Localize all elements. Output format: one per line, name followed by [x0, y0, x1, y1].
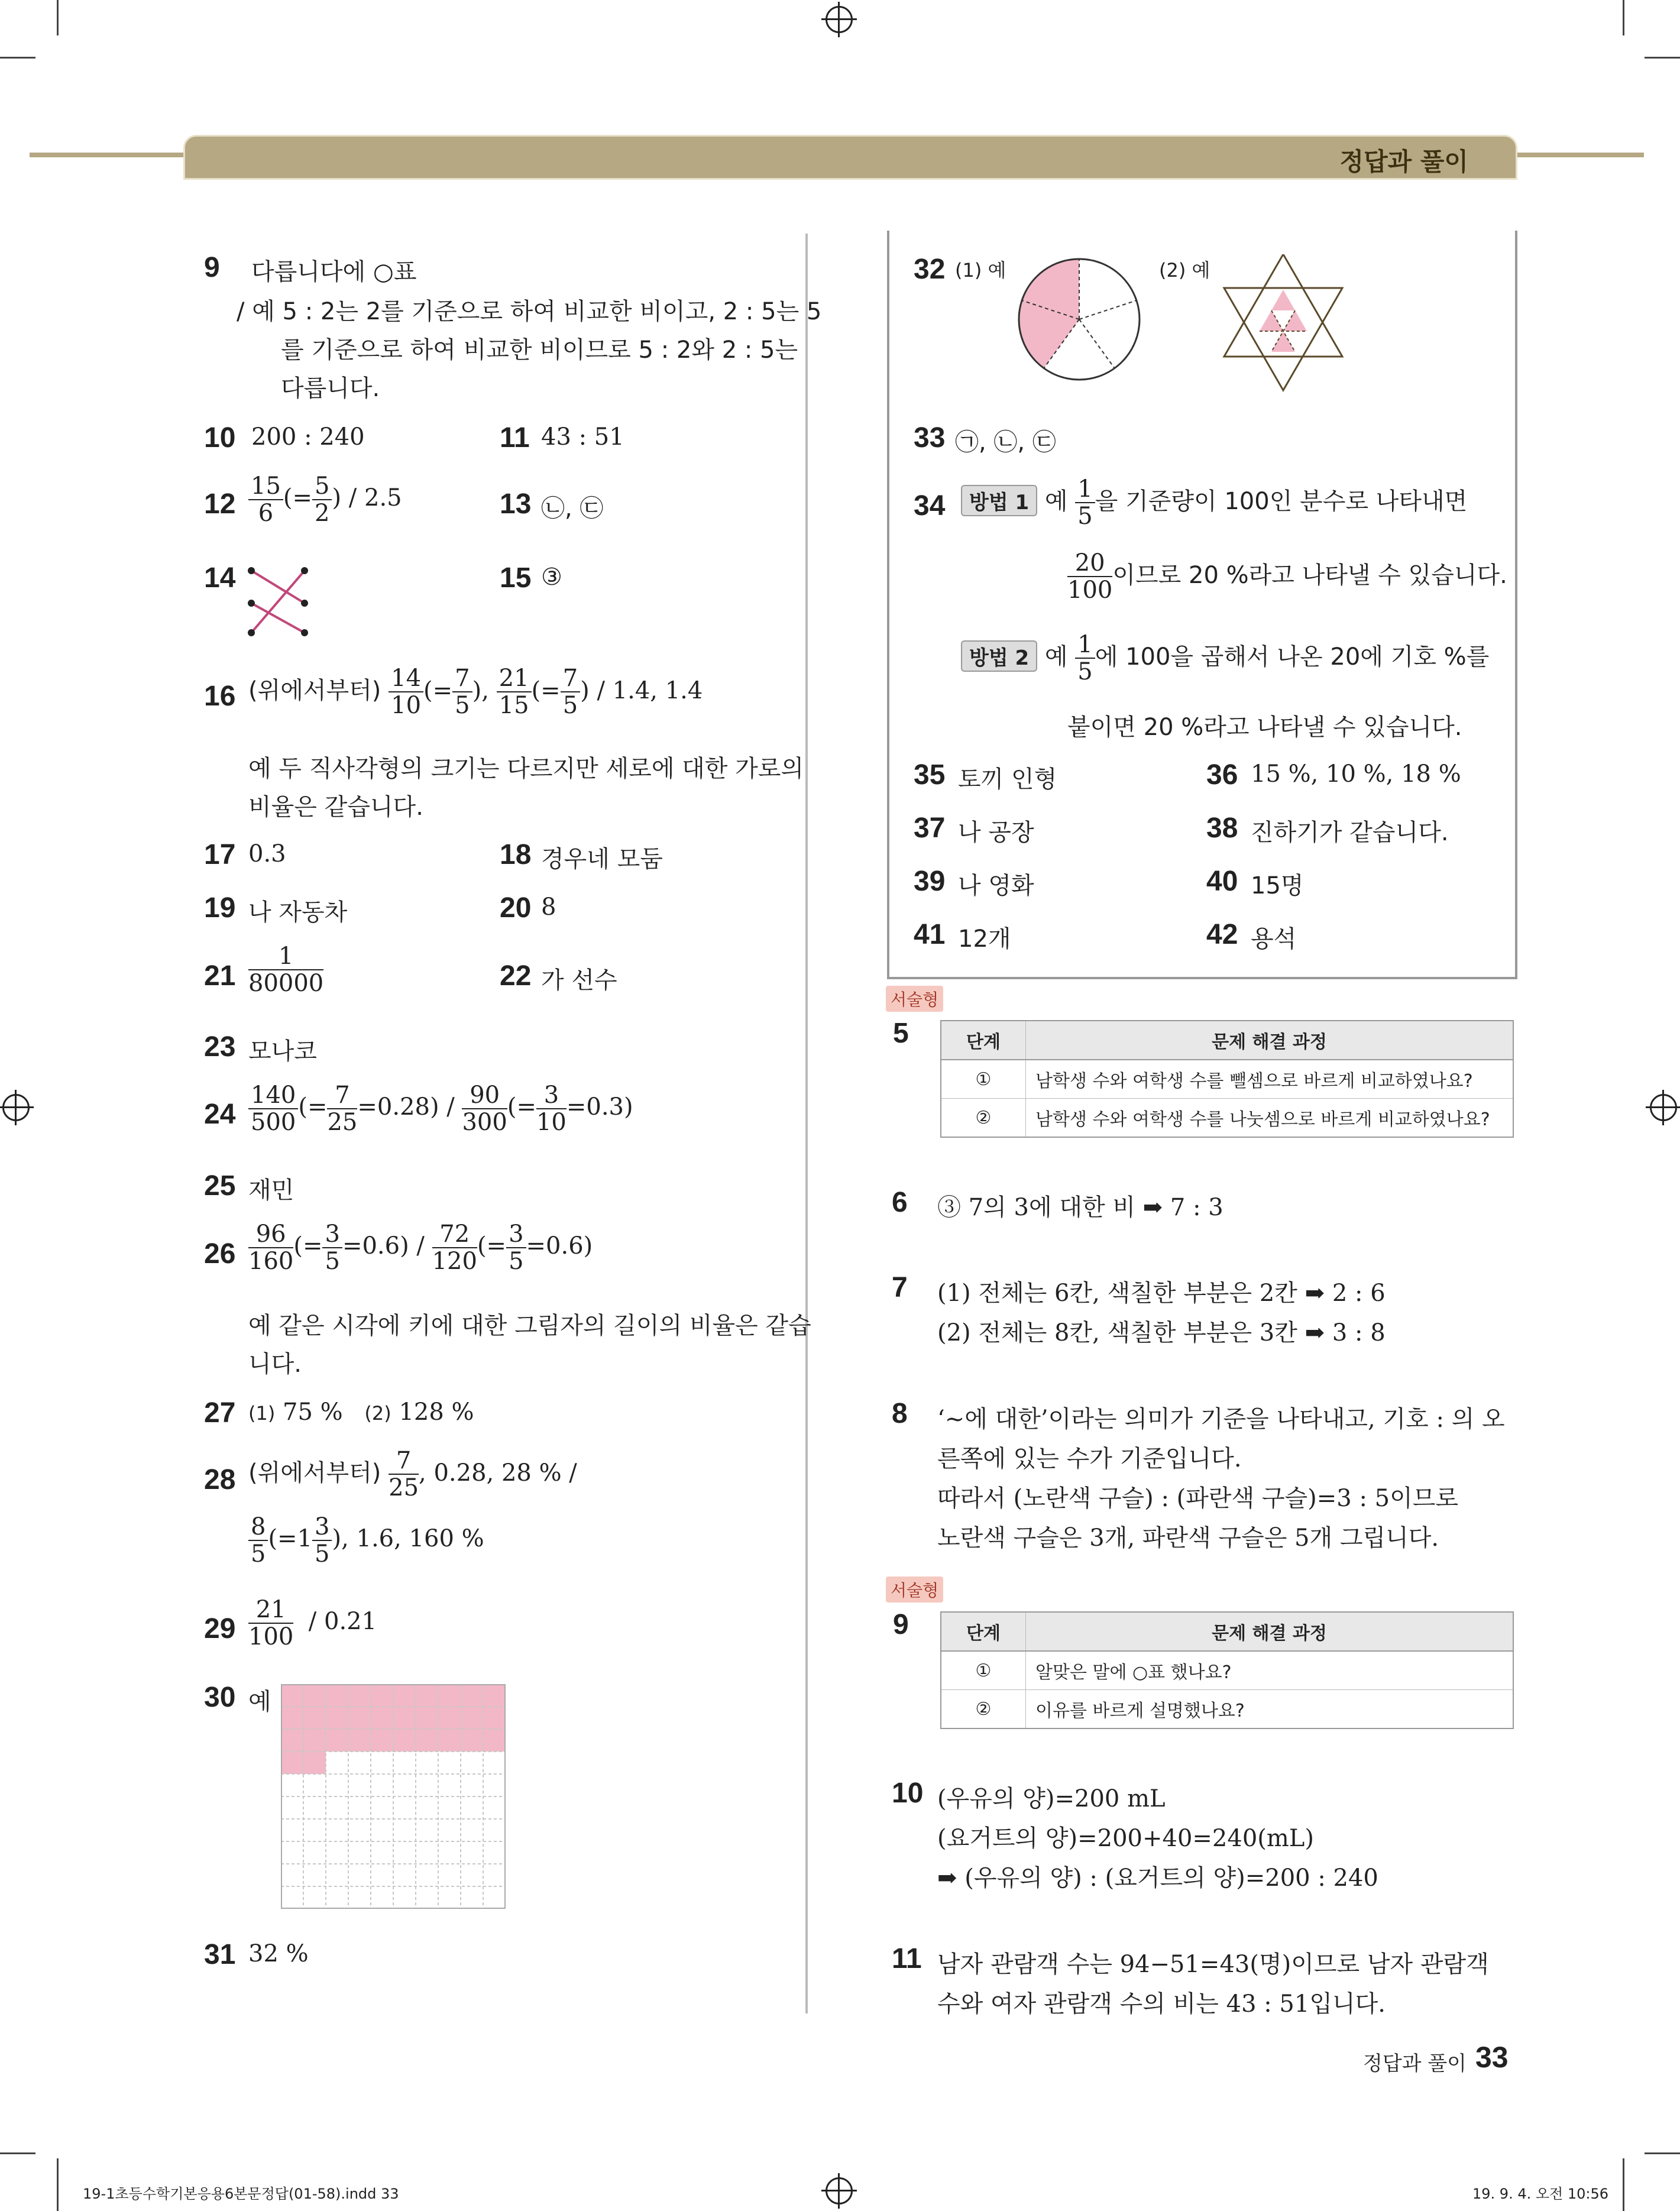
- expr-part: ) / 2.5: [332, 484, 402, 512]
- expr-part: ),: [472, 677, 497, 704]
- explanation-text: 비율은 같습니다.: [248, 794, 423, 821]
- expr-part: (=: [507, 1093, 536, 1121]
- fraction-denominator: 10: [536, 1109, 567, 1136]
- explanation-text: (2) 전체는 8칸, 색칠한 부분은 3칸 ➡ 3 : 8: [937, 1319, 1386, 1346]
- answer-text: 나 공장: [958, 819, 1034, 846]
- answer-text: 진하기가 같습니다.: [1251, 819, 1449, 846]
- fraction-denominator: 100: [248, 1623, 294, 1650]
- q-number: 41: [914, 919, 946, 950]
- fraction-denominator: 5: [315, 1540, 330, 1568]
- method-2-line: [961, 632, 1489, 685]
- fraction-numerator: 1: [248, 943, 323, 970]
- explanation-text: 예 두 직사각형의 크기는 다르지만 세로에 대한 가로의: [248, 755, 804, 782]
- q-number: 25: [204, 1170, 236, 1202]
- q-number: 15: [500, 562, 532, 594]
- q-number: 27: [204, 1397, 236, 1429]
- fraction-numerator: 7: [327, 1082, 357, 1109]
- fraction-numerator: 7: [452, 665, 472, 692]
- q-number: 17: [204, 839, 236, 870]
- expr-part: (=: [423, 677, 453, 704]
- fraction-denominator: 500: [251, 1109, 296, 1136]
- column-divider: [805, 234, 808, 2013]
- expr-part: (=1: [268, 1525, 313, 1552]
- table-row: [941, 1690, 1513, 1729]
- table-cell: ②: [941, 1099, 1026, 1138]
- q-number: 42: [1206, 919, 1238, 950]
- fraction-denominator: 5: [1077, 658, 1093, 685]
- q-number: 38: [1206, 812, 1238, 844]
- explanation-text: 른쪽에 있는 수가 기준입니다.: [937, 1445, 1242, 1472]
- fraction-denominator: 2: [315, 500, 330, 527]
- answer-text: 8: [541, 894, 556, 921]
- answer-expression: [248, 1082, 633, 1135]
- registration-mark-icon: [2, 1094, 30, 1121]
- expr-part: =0.6) /: [342, 1232, 432, 1260]
- q-number: 11: [500, 422, 530, 454]
- q-number: 16: [204, 681, 236, 712]
- q-number: 11: [892, 1943, 922, 1974]
- q-number: 7: [892, 1272, 908, 1303]
- star-diagram: [1218, 254, 1348, 396]
- q-number: 34: [914, 490, 946, 522]
- q-number: 14: [204, 562, 236, 594]
- explanation-text: 을 기준량이 100인 분수로 나타내면: [1095, 488, 1468, 515]
- explanation-text: 예 같은 시각에 키에 대한 그림자의 길이의 비율은 같습: [248, 1312, 811, 1339]
- q-number: 28: [204, 1464, 236, 1495]
- q-number: 36: [1206, 759, 1238, 791]
- answer-text: 15명: [1251, 872, 1304, 899]
- fraction-numerator: 15: [248, 473, 283, 500]
- table-header: 단계: [941, 1612, 1026, 1651]
- footer-label: 정답과 풀이: [1363, 2052, 1467, 2076]
- q-number: 18: [500, 839, 532, 870]
- explanation-text: 붙이면 20 %라고 나타낼 수 있습니다.: [1067, 714, 1462, 741]
- matching-diagram: [242, 559, 313, 642]
- fraction-denominator: 5: [455, 692, 470, 719]
- expr-part: (=: [477, 1232, 507, 1260]
- q-number: 19: [204, 892, 236, 924]
- expr-part: , 0.28, 28 % /: [419, 1459, 577, 1487]
- q-number: 40: [1206, 866, 1238, 897]
- registration-mark-icon: [1650, 1094, 1677, 1121]
- fraction-numerator: 21: [497, 665, 532, 692]
- q-number: 20: [500, 892, 532, 924]
- fraction-numerator: 90: [462, 1082, 507, 1109]
- fraction-denominator: 10: [391, 692, 422, 719]
- fraction-numerator: 140: [248, 1082, 298, 1109]
- header-title: 정답과 풀이: [1339, 147, 1468, 176]
- q-number: 5: [893, 1018, 909, 1049]
- fraction-numerator: 1: [1075, 632, 1095, 659]
- expr-part: ), 1.6, 160 %: [332, 1525, 484, 1552]
- q-number: 32: [914, 254, 946, 285]
- crop-mark: [1623, 0, 1624, 35]
- explanation-text: 이므로 20 %라고 나타낼 수 있습니다.: [1112, 562, 1507, 589]
- q-number: 10: [892, 1778, 924, 1809]
- expr-part: (1): [248, 1402, 276, 1425]
- method-1-label: 방법 1: [961, 485, 1037, 516]
- expr-part: (위에서부터): [248, 1459, 389, 1487]
- fraction-denominator: 100: [1067, 577, 1113, 604]
- fraction-numerator: 7: [389, 1448, 419, 1475]
- expr-part: (=: [298, 1093, 328, 1121]
- fraction-denominator: 5: [325, 1248, 340, 1275]
- q-number: 33: [914, 422, 946, 454]
- explanation-text: / 예 5 : 2는 2를 기준으로 하여 비교한 비이고, 2 : 5는 5: [237, 298, 822, 325]
- explanation-text: ‘~에 대한’이라는 의미가 기준을 나타내고, 기호 : 의 오: [937, 1406, 1505, 1433]
- expr-part: (2): [364, 1402, 391, 1425]
- table-row: [941, 1060, 1513, 1099]
- answer-expression: [248, 665, 703, 718]
- fraction-numerator: 72: [432, 1221, 477, 1248]
- expr-part: =0.28) /: [357, 1093, 462, 1121]
- expr-part: =0.6): [526, 1232, 593, 1260]
- method-1-line-2: [1067, 550, 1507, 603]
- fraction-numerator: 3: [506, 1221, 526, 1248]
- fraction-denominator: 5: [1077, 503, 1093, 530]
- criteria-table: [940, 1020, 1514, 1138]
- answer-text: 재민: [248, 1177, 294, 1204]
- expr-part: (=: [293, 1232, 323, 1260]
- fraction-numerator: 96: [248, 1221, 293, 1248]
- q-number: 12: [204, 488, 236, 520]
- answer-text: 다릅니다에 ○표: [251, 258, 417, 286]
- explanation-text: (1) 전체는 6칸, 색칠한 부분은 2칸 ➡ 2 : 6: [937, 1280, 1386, 1307]
- answer-expression: [248, 473, 402, 526]
- q-number: 23: [204, 1031, 236, 1063]
- explanation-text: 다릅니다.: [281, 375, 380, 402]
- crop-mark: [1645, 57, 1680, 59]
- explanation-text: (우유의 양)=200 mL: [937, 1785, 1166, 1812]
- crop-mark: [57, 0, 59, 35]
- answer-text: 0.3: [248, 840, 286, 867]
- explanation-text: 남자 관람객 수는 94−51=43(명)이므로 남자 관람객: [937, 1951, 1489, 1978]
- criteria-table: [940, 1611, 1514, 1729]
- q-number: 31: [204, 1939, 236, 1970]
- answer-expression: [248, 1399, 474, 1426]
- fraction-denominator: 120: [432, 1248, 477, 1275]
- answer-text: 15 %, 10 %, 18 %: [1251, 760, 1461, 788]
- table-row: [941, 1651, 1513, 1690]
- fraction-numerator: 8: [248, 1514, 268, 1541]
- fraction-denominator: 5: [251, 1540, 266, 1568]
- answer-text: ③ 7의 3에 대한 비 ➡ 7 : 3: [937, 1194, 1223, 1221]
- q-number: 21: [204, 960, 236, 992]
- crop-mark: [1645, 2152, 1680, 2154]
- answer-text: (1) 예: [955, 259, 1006, 281]
- fraction-denominator: 25: [389, 1474, 419, 1501]
- q-number: 37: [914, 812, 946, 844]
- explanation-text: (요거트의 양)=200+40=240(mL): [937, 1825, 1314, 1852]
- fraction-numerator: 5: [312, 473, 332, 500]
- table-cell: ②: [941, 1690, 1026, 1729]
- fraction-denominator: 160: [248, 1248, 294, 1275]
- table-cell: 남학생 수와 여학생 수를 나눗셈으로 바르게 비교하였나요?: [1026, 1099, 1514, 1138]
- table-header: 단계: [941, 1021, 1026, 1060]
- fraction-numerator: 3: [322, 1221, 342, 1248]
- table-row: [941, 1099, 1513, 1138]
- fraction-denominator: 25: [327, 1109, 358, 1136]
- fraction-denominator: 300: [462, 1109, 507, 1136]
- registration-mark-icon: [826, 2177, 853, 2204]
- explanation-text: 니다.: [248, 1351, 302, 1378]
- fraction-numerator: 21: [248, 1597, 293, 1624]
- answer-text: ③: [541, 564, 562, 591]
- essay-badge: 서술형: [886, 1576, 943, 1603]
- table-header: 문제 해결 과정: [1026, 1612, 1514, 1651]
- footer-date: 19. 9. 4. 오전 10:56: [1472, 2186, 1609, 2202]
- q-number: 39: [914, 866, 946, 897]
- method-1-line: [961, 476, 1467, 529]
- fraction-denominator: 6: [258, 500, 274, 527]
- answer-text: ㉡, ㉢: [541, 495, 604, 522]
- table-cell: 이유를 바르게 설명했나요?: [1026, 1690, 1514, 1729]
- expr-part: 128 %: [399, 1399, 474, 1426]
- q-number: 26: [204, 1238, 236, 1270]
- answer-text: 나 자동차: [248, 899, 348, 926]
- q-number: 6: [892, 1187, 908, 1218]
- hundred-grid: [281, 1684, 506, 1909]
- explanation-text: 수와 여자 관람객 수의 비는 43 : 51입니다.: [937, 1990, 1386, 2018]
- expr-part: ) / 1.4, 1.4: [580, 677, 703, 704]
- header-band: [183, 135, 1517, 180]
- explanation-text: ➡ (우유의 양) : (요거트의 양)=200 : 240: [937, 1864, 1378, 1892]
- q-number: 8: [892, 1398, 908, 1429]
- q-number: 29: [204, 1613, 236, 1645]
- example-mark: 예: [248, 1688, 271, 1715]
- answer-text: 모나코: [248, 1038, 317, 1065]
- answer-text: 용석: [1251, 925, 1297, 953]
- answer-text: (2) 예: [1159, 259, 1210, 281]
- answer-expression: [248, 1514, 484, 1567]
- fraction-numerator: 20: [1067, 550, 1112, 577]
- q-number: 35: [914, 759, 946, 791]
- expr-part: 75 %: [283, 1399, 343, 1426]
- page-number: 33: [1475, 2041, 1509, 2074]
- table-cell: ①: [941, 1060, 1026, 1099]
- q-number: 9: [893, 1609, 909, 1640]
- crop-mark: [0, 57, 35, 59]
- q-number: 24: [204, 1099, 236, 1130]
- example-mark: 예: [1044, 643, 1068, 671]
- answer-text: 가 선수: [541, 967, 617, 994]
- fraction-numerator: 1: [1075, 476, 1095, 503]
- registration-mark-icon: [826, 6, 853, 33]
- method-2-label: 방법 2: [961, 640, 1037, 672]
- essay-badge: 서술형: [886, 986, 943, 1012]
- crop-mark: [1623, 2158, 1624, 2211]
- q-number: 30: [204, 1682, 236, 1713]
- expr-part: (=: [283, 484, 313, 512]
- crop-mark: [57, 2158, 59, 2211]
- expr-part: (=: [531, 677, 561, 704]
- table-cell: 남학생 수와 여학생 수를 뺄셈으로 바르게 비교하였나요?: [1026, 1060, 1514, 1099]
- answer-text: 경우네 모둠: [541, 846, 663, 873]
- explanation-text: 를 기준으로 하여 비교한 비이므로 5 : 2와 2 : 5는: [281, 336, 798, 364]
- answer-text: 200 : 240: [251, 423, 365, 451]
- answer-text: 나 영화: [958, 872, 1034, 899]
- fraction-numerator: 3: [536, 1082, 567, 1109]
- crop-mark: [0, 2152, 35, 2154]
- answer-expression: [248, 1448, 577, 1501]
- answer-text: ㉠, ㉡, ㉢: [955, 429, 1056, 456]
- explanation-text: 따라서 (노란색 구슬) : (파란색 구슬)=3 : 5이므로: [937, 1485, 1459, 1512]
- fraction-denominator: 5: [509, 1248, 524, 1275]
- fraction-numerator: 7: [561, 665, 580, 692]
- fraction-numerator: 3: [312, 1514, 332, 1541]
- answer-text: 12개: [958, 925, 1011, 953]
- answer-expression: [248, 1597, 377, 1650]
- footer-filename: 19-1초등수학기본응용6본문정답(01-58).indd 33: [83, 2186, 399, 2202]
- fraction-denominator: 15: [499, 692, 529, 719]
- q-number: 13: [500, 488, 532, 520]
- explanation-text: 노란색 구슬은 3개, 파란색 구슬은 5개 그립니다.: [937, 1524, 1439, 1552]
- example-mark: 예: [1044, 488, 1068, 515]
- q-number: 9: [204, 252, 220, 283]
- answer-text: 토끼 인형: [958, 766, 1057, 793]
- answer-text: 32 %: [248, 1940, 309, 1967]
- answer-expression: [248, 1221, 593, 1274]
- q-number: 10: [204, 422, 236, 454]
- circle-pie-diagram: [1014, 254, 1144, 384]
- answer-text: 43 : 51: [541, 423, 624, 451]
- expr-part: =0.3): [566, 1093, 633, 1121]
- fraction-denominator: 80000: [248, 970, 324, 997]
- expr-part: / 0.21: [308, 1608, 377, 1635]
- explanation-text: 에 100을 곱해서 나온 20에 기호 %를: [1095, 643, 1490, 671]
- answer-expression: [248, 943, 323, 996]
- expr-part: (위에서부터): [248, 677, 389, 704]
- fraction-denominator: 5: [562, 692, 578, 719]
- table-header: 문제 해결 과정: [1026, 1021, 1514, 1060]
- table-cell: ①: [941, 1651, 1026, 1690]
- table-cell: 알맞은 말에 ○표 했나요?: [1026, 1651, 1514, 1690]
- fraction-numerator: 14: [389, 665, 423, 692]
- q-number: 22: [500, 960, 532, 992]
